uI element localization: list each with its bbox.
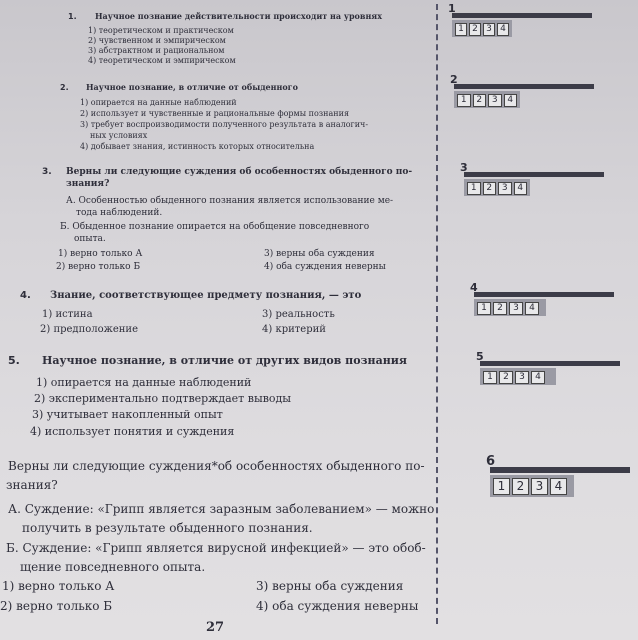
statement-a: А. Суждение: «Грипп является заразным заболеванием» — можно [8,502,435,516]
answer-option: 3) верны оба суждения [256,579,404,593]
answer-cell[interactable]: 3 [483,23,495,36]
answer-cell[interactable]: 1 [477,302,491,315]
answer-cell[interactable]: 4 [525,302,539,315]
question-stem: Знание, соответствующее предмету познания, — это [50,290,362,301]
page-number: 27 [206,620,225,635]
answer-option: 4) использует понятия и суждения [30,425,235,438]
answer-cell[interactable]: 3 [531,478,548,495]
answer-cell[interactable]: 1 [467,182,481,195]
answer-option: 4) оба суждения неверны [256,599,419,613]
answer-box-4[interactable] [470,281,614,316]
question-stem: Научное познание действительности происходит на уровнях [95,11,382,21]
answer-option: 2) экспериментально подтверждает выводы [34,392,292,405]
answer-option: 4) теоретическом и эмпирическом [88,56,236,65]
answer-cell[interactable]: 2 [473,94,487,107]
answer-cell[interactable]: 1 [455,23,467,36]
answer-cell[interactable]: 2 [469,23,481,36]
answer-option: 1) верно только А [2,579,115,593]
answer-bar [464,172,604,177]
answer-option: 4) добывает знания, истинность которых относительна [80,142,315,151]
question-stem: Верны ли следующие суждения*об особенностях обыденного по- [8,459,425,473]
answer-box-label: 3 [460,161,468,174]
statement-b: опыта. [74,234,106,244]
answer-cell[interactable]: 3 [488,94,502,107]
question-number: 3. [42,167,52,177]
answer-option: 3) учитывает накопленный опыт [32,408,223,421]
answer-cell[interactable]: 2 [499,371,513,384]
answer-bar [474,292,614,297]
answer-box-5[interactable] [476,350,620,385]
answer-option: 3) абстрактном и рациональном [88,46,225,55]
answer-cell[interactable]: 4 [531,371,545,384]
statement-a: получить в результате обыденного познания. [22,521,313,535]
answer-cell[interactable]: 4 [550,478,567,495]
answer-option: 2) верно только Б [0,599,113,613]
answer-bar [452,13,592,18]
answer-bar [480,361,620,366]
question-number: 4. [20,290,31,301]
statement-b: Б. Обыденное познание опирается на обобщение повседневного [60,222,370,232]
question-number: 5. [8,354,20,367]
answer-option: ных условиях [90,131,148,140]
question-stem: знания? [66,179,110,189]
answer-cell[interactable]: 1 [493,478,510,495]
answer-box-label: 6 [486,454,496,469]
answer-box-label: 2 [450,73,458,86]
answer-option: 3) требует воспроизводимости полученного результата в аналогич- [80,120,369,129]
statement-a: тода наблюдений. [76,208,163,218]
answer-option: 1) опирается на данные наблюдений [80,98,237,107]
answer-cell[interactable]: 2 [512,478,529,495]
answer-option: 4) оба суждения неверны [264,262,386,272]
answer-option: 1) теоретическом и практическом [88,26,234,35]
answer-option: 2) предположение [40,324,139,335]
answer-box-2[interactable] [450,73,594,108]
answer-cell[interactable]: 3 [509,302,523,315]
answer-option: 1) верно только А [58,249,143,259]
question-stem: Научное познание, в отличие от других видов познания [42,354,408,367]
answer-cell[interactable]: 1 [483,371,497,384]
statement-b: Б. Суждение: «Грипп является вирусной инфекцией» — это обоб- [6,541,426,555]
answer-bar [454,84,594,89]
question-stem: знания? [6,478,58,492]
answer-cell[interactable]: 4 [504,94,518,107]
answer-option: 2) верно только Б [56,262,141,272]
answer-option: 3) верны оба суждения [264,249,375,259]
question-number: 2. [60,83,69,92]
answer-bar [490,467,630,473]
answer-option: 2) использует и чувственные и рациональные формы познания [80,109,349,118]
answer-cell[interactable]: 4 [514,182,528,195]
answer-box-3[interactable] [460,161,604,196]
answer-cell[interactable]: 2 [483,182,497,195]
cut-line [436,4,438,624]
answer-box-label: 1 [448,2,456,15]
answer-cell[interactable]: 4 [497,23,509,36]
statement-b: щение повседневного опыта. [20,560,206,574]
answer-cell[interactable]: 1 [457,94,471,107]
answer-cell[interactable]: 2 [493,302,507,315]
answer-cell[interactable]: 3 [498,182,512,195]
answer-option: 2) чувственном и эмпирическом [88,36,226,45]
answer-option: 1) опирается на данные наблюдений [36,376,252,389]
question-number: 1. [68,12,77,21]
answer-cell[interactable]: 3 [515,371,529,384]
answer-option: 4) критерий [262,324,326,335]
answer-option: 3) реальность [262,309,335,320]
statement-a: А. Особенностью обыденного познания является использование ме- [66,196,394,206]
answer-box-1[interactable] [448,2,592,37]
answer-option: 1) истина [42,309,93,320]
question-stem: Научное познание, в отличие от обыденного [86,82,298,92]
answer-box-label: 5 [476,350,484,363]
answer-box-label: 4 [470,281,478,294]
answer-box-6[interactable] [486,454,630,497]
question-stem: Верны ли следующие суждения об особенностях обыденного по- [66,167,413,177]
